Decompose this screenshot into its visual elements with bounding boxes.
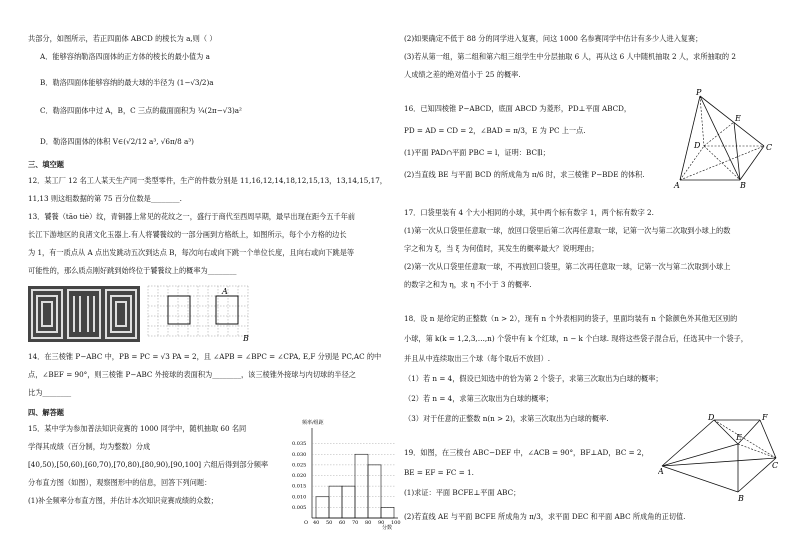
fig16-label-d: D: [694, 141, 701, 150]
hist-ytick-label: 0.035: [292, 441, 307, 448]
q18-line-2: 小球，第 k(k = 1,2,3,…,n) 个袋中有 k 个红球，n − k 个白球. 现将这些袋子混合后，任选其中一个袋子，: [404, 334, 748, 343]
q18-line-4: （1）若 n = 4，假设已知选中的恰为第 2 个袋子，求第三次取出为白球的概率；: [404, 374, 663, 383]
pyramid-figure: [672, 88, 780, 194]
q13-line-4: 可能性的，那么质点刚好跳到始终位于饕餮纹上的概率为________: [28, 266, 237, 275]
fig16-label-a: A: [674, 181, 680, 190]
left-column: [28, 0, 401, 560]
fig19-label-d: D: [708, 414, 715, 422]
q13-line-3: 为 1，有一质点从 A 点出发跳动五次到达点 B，每次向右或向下跳一个单位长度，且向右或向下跳是等: [28, 248, 355, 257]
hist-xtick-label: 70: [352, 520, 359, 526]
hist-xlabel: 分数: [382, 525, 393, 530]
q16-line-1: 16．已知四棱锥 P−ABCD，底面 ABCD 为菱形，PD⊥平面 ABCD，: [404, 104, 632, 113]
q18-line-1: 18．设 n 是给定的正整数（n > 2），现有 n 个外表相同的袋子，里面均装有 n 个除颜色外其他无区别的: [404, 314, 738, 323]
hist-ytick-label: 0.010: [292, 494, 307, 501]
hist-bar: [368, 465, 381, 518]
q15-line-2: 学得其成绩（百分制，均为整数）分成: [28, 442, 151, 451]
hist-ylabel: 频率/组距: [302, 420, 324, 426]
fig16-label-p: P: [696, 88, 702, 97]
q18-line-6: （3）对于任意的正整数 n(n > 2)，求第三次取出为白球的概率.: [404, 414, 609, 423]
q16-line-4: (2)当直线 BE 与平面 BCD 的所成角为 π/6 时，求三棱锥 P−BDE 的体积.: [404, 170, 645, 179]
q17-line-3: 字之和为 ξ，当 ξ 为何值时，其发生的概率最大？说明理由；: [404, 244, 599, 253]
taotie-pattern-image: [28, 286, 140, 342]
q11-choice-b: B．勒洛四面体能够容纳的最大球的半径为 (1−√3/2)a: [40, 78, 214, 87]
fig16-label-b: B: [740, 181, 746, 190]
fig16-label-c: C: [766, 143, 773, 152]
fig19-label-c: C: [772, 461, 779, 470]
q17-line-2: (1)第一次从口袋里任意取一球，放回口袋里后第二次再任意取一球，记第一次与第二次取到小球上的数: [404, 226, 731, 235]
hist-ytick-label: 0.005: [292, 504, 307, 511]
hist-bar: [342, 486, 355, 518]
q18-line-5: （2）若 n = 4，求第三次取出为白球的概率；: [404, 394, 553, 403]
frustum-figure: [658, 414, 780, 502]
q16-line-2: PD = AD = CD = 2，∠BAD = π/3，E 为 PC 上一点.: [404, 126, 586, 135]
section-answer-heading: 四、解答题: [28, 408, 64, 417]
q11-stem-tail: 共部分，如图所示，若正四面体 ABCD 的棱长为 a,则（ ）: [28, 34, 217, 43]
q15-cont-line-1: (2)如果确定不低于 88 分的同学进入复赛，问这 1000 名参赛同学中估计有多少人进入复赛；: [404, 34, 703, 43]
fig19-label-e: E: [736, 433, 742, 442]
hist-xtick-label: 100: [391, 520, 401, 526]
right-column: [404, 0, 779, 560]
hist-ytick-label: 0.030: [292, 451, 307, 458]
fig16-label-e: E: [735, 114, 741, 123]
q15-line-1: 15．某中学为参加普法知识竞赛的 1000 同学中，随机抽取 60 名同: [28, 424, 247, 433]
q18-line-3: 并且从中连续取出三个球（每个取后不放回）.: [404, 354, 551, 363]
q16-line-3: (1)平面 PAD∩平面 PBC = l，证明：BC∥l；: [404, 148, 550, 157]
frequency-histogram: [290, 418, 402, 530]
hist-ytick-label: 0.015: [292, 483, 307, 490]
q17-line-4: (2)第一次从口袋里任意取一球，不再放回口袋里，第二次再任意取一球，记第一次与第二次取到小球上: [404, 262, 731, 271]
grid-label-a: A: [222, 287, 228, 296]
q13-line-2: 长江下游地区的良渚文化玉器上.有人将饕餮纹的一部分画到方格纸上，如图所示，每个小方格的边长: [28, 230, 347, 239]
section-fill-blank-heading: 三、填空题: [28, 160, 64, 169]
grid-label-b: B: [243, 334, 249, 343]
q14-line-3: 比为________: [28, 388, 72, 397]
hist-bar: [329, 486, 342, 518]
fig19-label-a: A: [658, 467, 664, 476]
hist-xtick-label: 50: [326, 520, 333, 526]
q15-line-4: 分布直方图（如图），观察图形中的信息，回答下列问题：: [28, 478, 212, 487]
q13-line-1: 13．饕餮（tāo tiè）纹，青铜器上常见的花纹之一，盛行于商代至西周早期，最早出现在距今五千年前: [28, 212, 356, 221]
q15-line-5: (1)补全频率分布直方图，并估计本次知识竞赛成绩的众数；: [28, 496, 218, 505]
q19-line-1: 19．如图，在三棱台 ABC−DEF 中，∠ACB = 90°，BF⊥AD，BC = 2，: [404, 448, 649, 457]
fig19-label-f: F: [762, 414, 768, 422]
hist-xtick-label: 60: [339, 520, 346, 526]
q11-choice-c: C．勒洛四面体中过 A，B，C 三点的截面面积为 ¼(2π−√3)a²: [40, 106, 242, 115]
q19-line-4: (2)若直线 AE 与平面 BCFE 所成角为 π/3，求平面 DEC 和平面 ABC 所成角的正切值.: [404, 512, 686, 521]
fig19-label-b: B: [738, 494, 744, 502]
hist-ytick-label: 0.020: [292, 473, 307, 479]
jump-grid-figure: [146, 284, 256, 344]
hist-xtick-label: 40: [313, 520, 320, 526]
q17-line-1: 17．口袋里装有 4 个大小相同的小球，其中两个标有数字 1，两个标有数字 2.: [404, 208, 654, 217]
q14-line-1: 14．在三棱锥 P−ABC 中，PB = PC = √3 PA = 2，且 ∠APB = ∠BPC = ∠CPA, E,F 分别是 PC,AC 的中: [28, 352, 382, 361]
q15-cont-line-2: (3)若从第一组，第二组和第六组三组学生中分层抽取 6 人，再从这 6 人中随机抽取 2 人，求所抽取的 2: [404, 52, 736, 61]
q19-line-3: (1)求证：平面 BCFE⊥平面 ABC；: [404, 488, 521, 497]
hist-origin: O: [304, 520, 309, 526]
hist-xtick-label: 90: [378, 520, 385, 526]
q15-line-3: [40,50),[50,60),[60,70),[70,80),[80,90),[90,100] 六组后得到部分频率: [28, 460, 269, 469]
q12-line-2: 11,13 则这组数据的第 75 百分位数是________.: [28, 194, 182, 203]
q11-choice-d: D．勒洛四面体的体积 V∈(√2/12 a³, √6π/8 a³): [40, 137, 194, 146]
q19-line-2: BE = EF = FC = 1.: [404, 468, 474, 477]
hist-bar: [381, 507, 394, 518]
q12-line-1: 12．某工厂 12 名工人某天生产同一类型零件，生产的件数分别是 11,16,12,14,18,12,15,13，13,14,15,17，: [28, 176, 387, 185]
q14-line-2: 点，∠BEF = 90°，则三棱锥 P−ABC 外接球的表面积为________，该三棱锥外接球与内切球的半径之: [28, 370, 356, 379]
hist-xtick-label: 80: [365, 520, 372, 526]
hist-ytick-label: 0.025: [292, 462, 307, 469]
q11-choice-a: A．能够容纳勒洛四面体的正方体的棱长的最小值为 a: [40, 52, 210, 61]
q17-line-5: 的数字之和为 η，求 η 不小于 3 的概率.: [404, 280, 532, 289]
q15-cont-line-3: 人成绩之差的绝对值小于 25 的概率.: [404, 70, 521, 79]
